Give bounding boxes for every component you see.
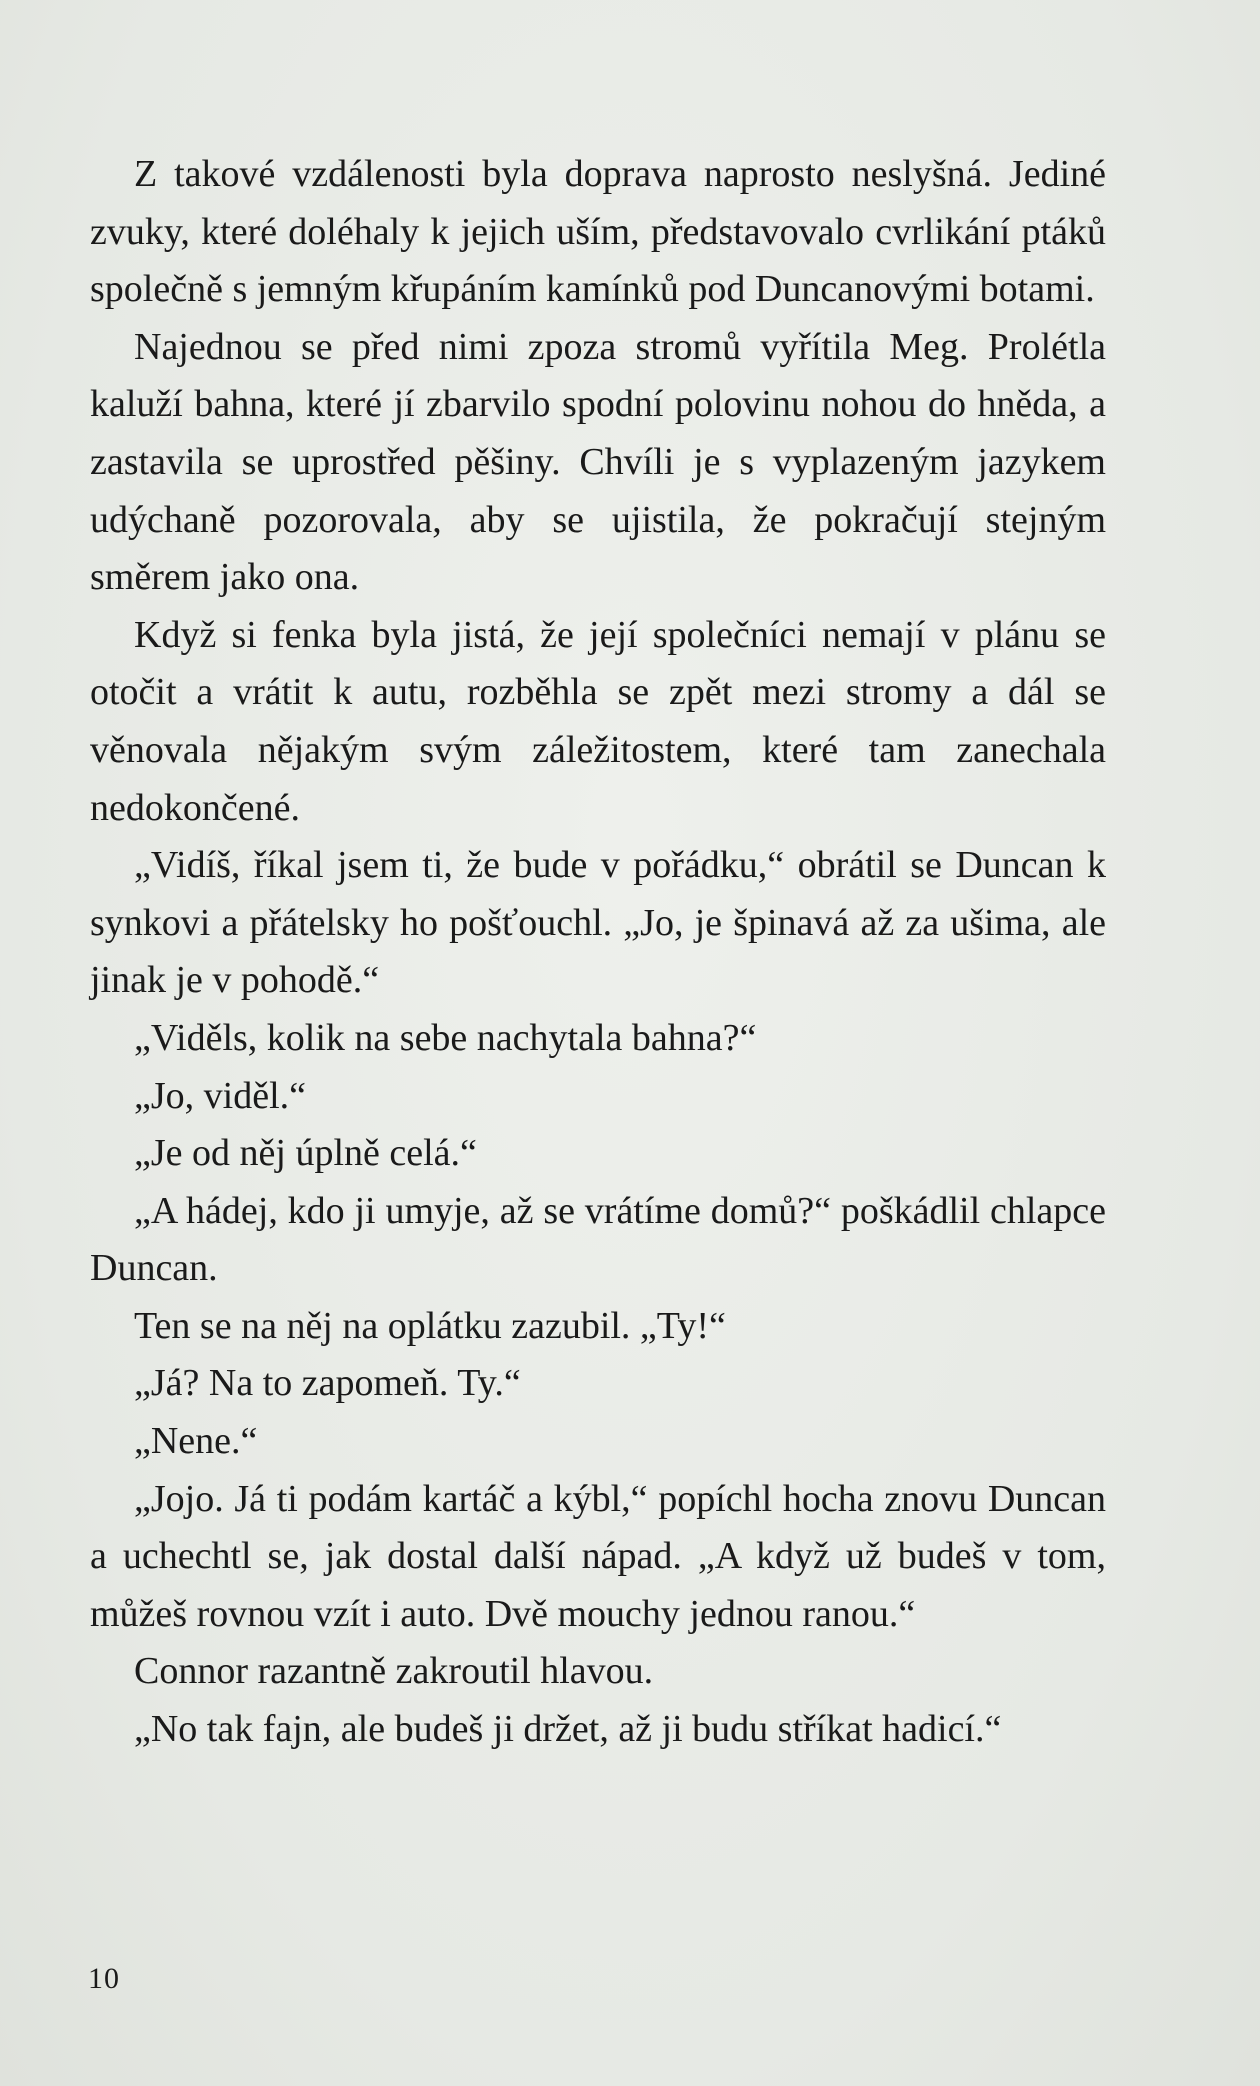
paragraph-10: „Já? Na to zapomeň. Ty.“ [134, 1362, 521, 1405]
paragraph-2: Najednou se před nimi zpoza stromů vyřítila Meg. Prolétla kaluží bahna, které jí zbarvilo spodní polovinu nohou do hněda, a zastavila se uprostřed pěšiny. Chvíli je s vyplazeným jazykem udýchaně pozorovala, aby se ujistila, že pokračují stejným směrem jako ona. [90, 325, 1106, 599]
paragraph-13: Connor razantně zakroutil hlavou. [134, 1650, 654, 1693]
paragraph-14: „No tak fajn, ale budeš ji držet, až ji budu stříkat hadicí.“ [134, 1708, 1002, 1751]
paragraph-7: „Je od něj úplně celá.“ [134, 1132, 477, 1175]
body-text [90, 146, 1106, 1759]
paragraph-6: „Jo, viděl.“ [134, 1074, 307, 1117]
paragraph-1: Z takové vzdálenosti byla doprava naprosto neslyšná. Jediné zvuky, které doléhaly k jejich uším, představovalo cvrlikání ptáků společně s jemným křupáním kamínků pod Duncanovými botami. [90, 153, 1106, 311]
page-number: 10 [88, 1962, 120, 1995]
paragraph-4: „Vidíš, říkal jsem ti, že bude v pořádku,“ obrátil se Duncan k synkovi a přátelsky ho pošťouchl. „Jo, je špinavá až za ušima, ale jinak je v pohodě.“ [90, 844, 1106, 1002]
paragraph-8: „A hádej, kdo ji umyje, až se vrátíme domů?“ poškádlil chlapce Duncan. [90, 1189, 1106, 1290]
paragraph-3: Když si fenka byla jistá, že její společníci nemají v plánu se otočit a vrátit k autu, rozběhla se zpět mezi stromy a dál se věnovala nějakým svým záležitostem, které tam zanechala nedokončené. [90, 613, 1106, 829]
paragraph-5: „Viděls, kolik na sebe nachytala bahna?“ [134, 1016, 757, 1059]
paragraph-11: „Nene.“ [134, 1420, 258, 1463]
paragraph-9: Ten se na něj na oplátku zazubil. „Ty!“ [134, 1304, 726, 1347]
paragraph-12: „Jojo. Já ti podám kartáč a kýbl,“ popíchl hocha znovu Duncan a uchechtl se, jak dostal další nápad. „A když už budeš v tom, můžeš rovnou vzít i auto. Dvě mouchy jednou ranou.“ [90, 1477, 1106, 1635]
